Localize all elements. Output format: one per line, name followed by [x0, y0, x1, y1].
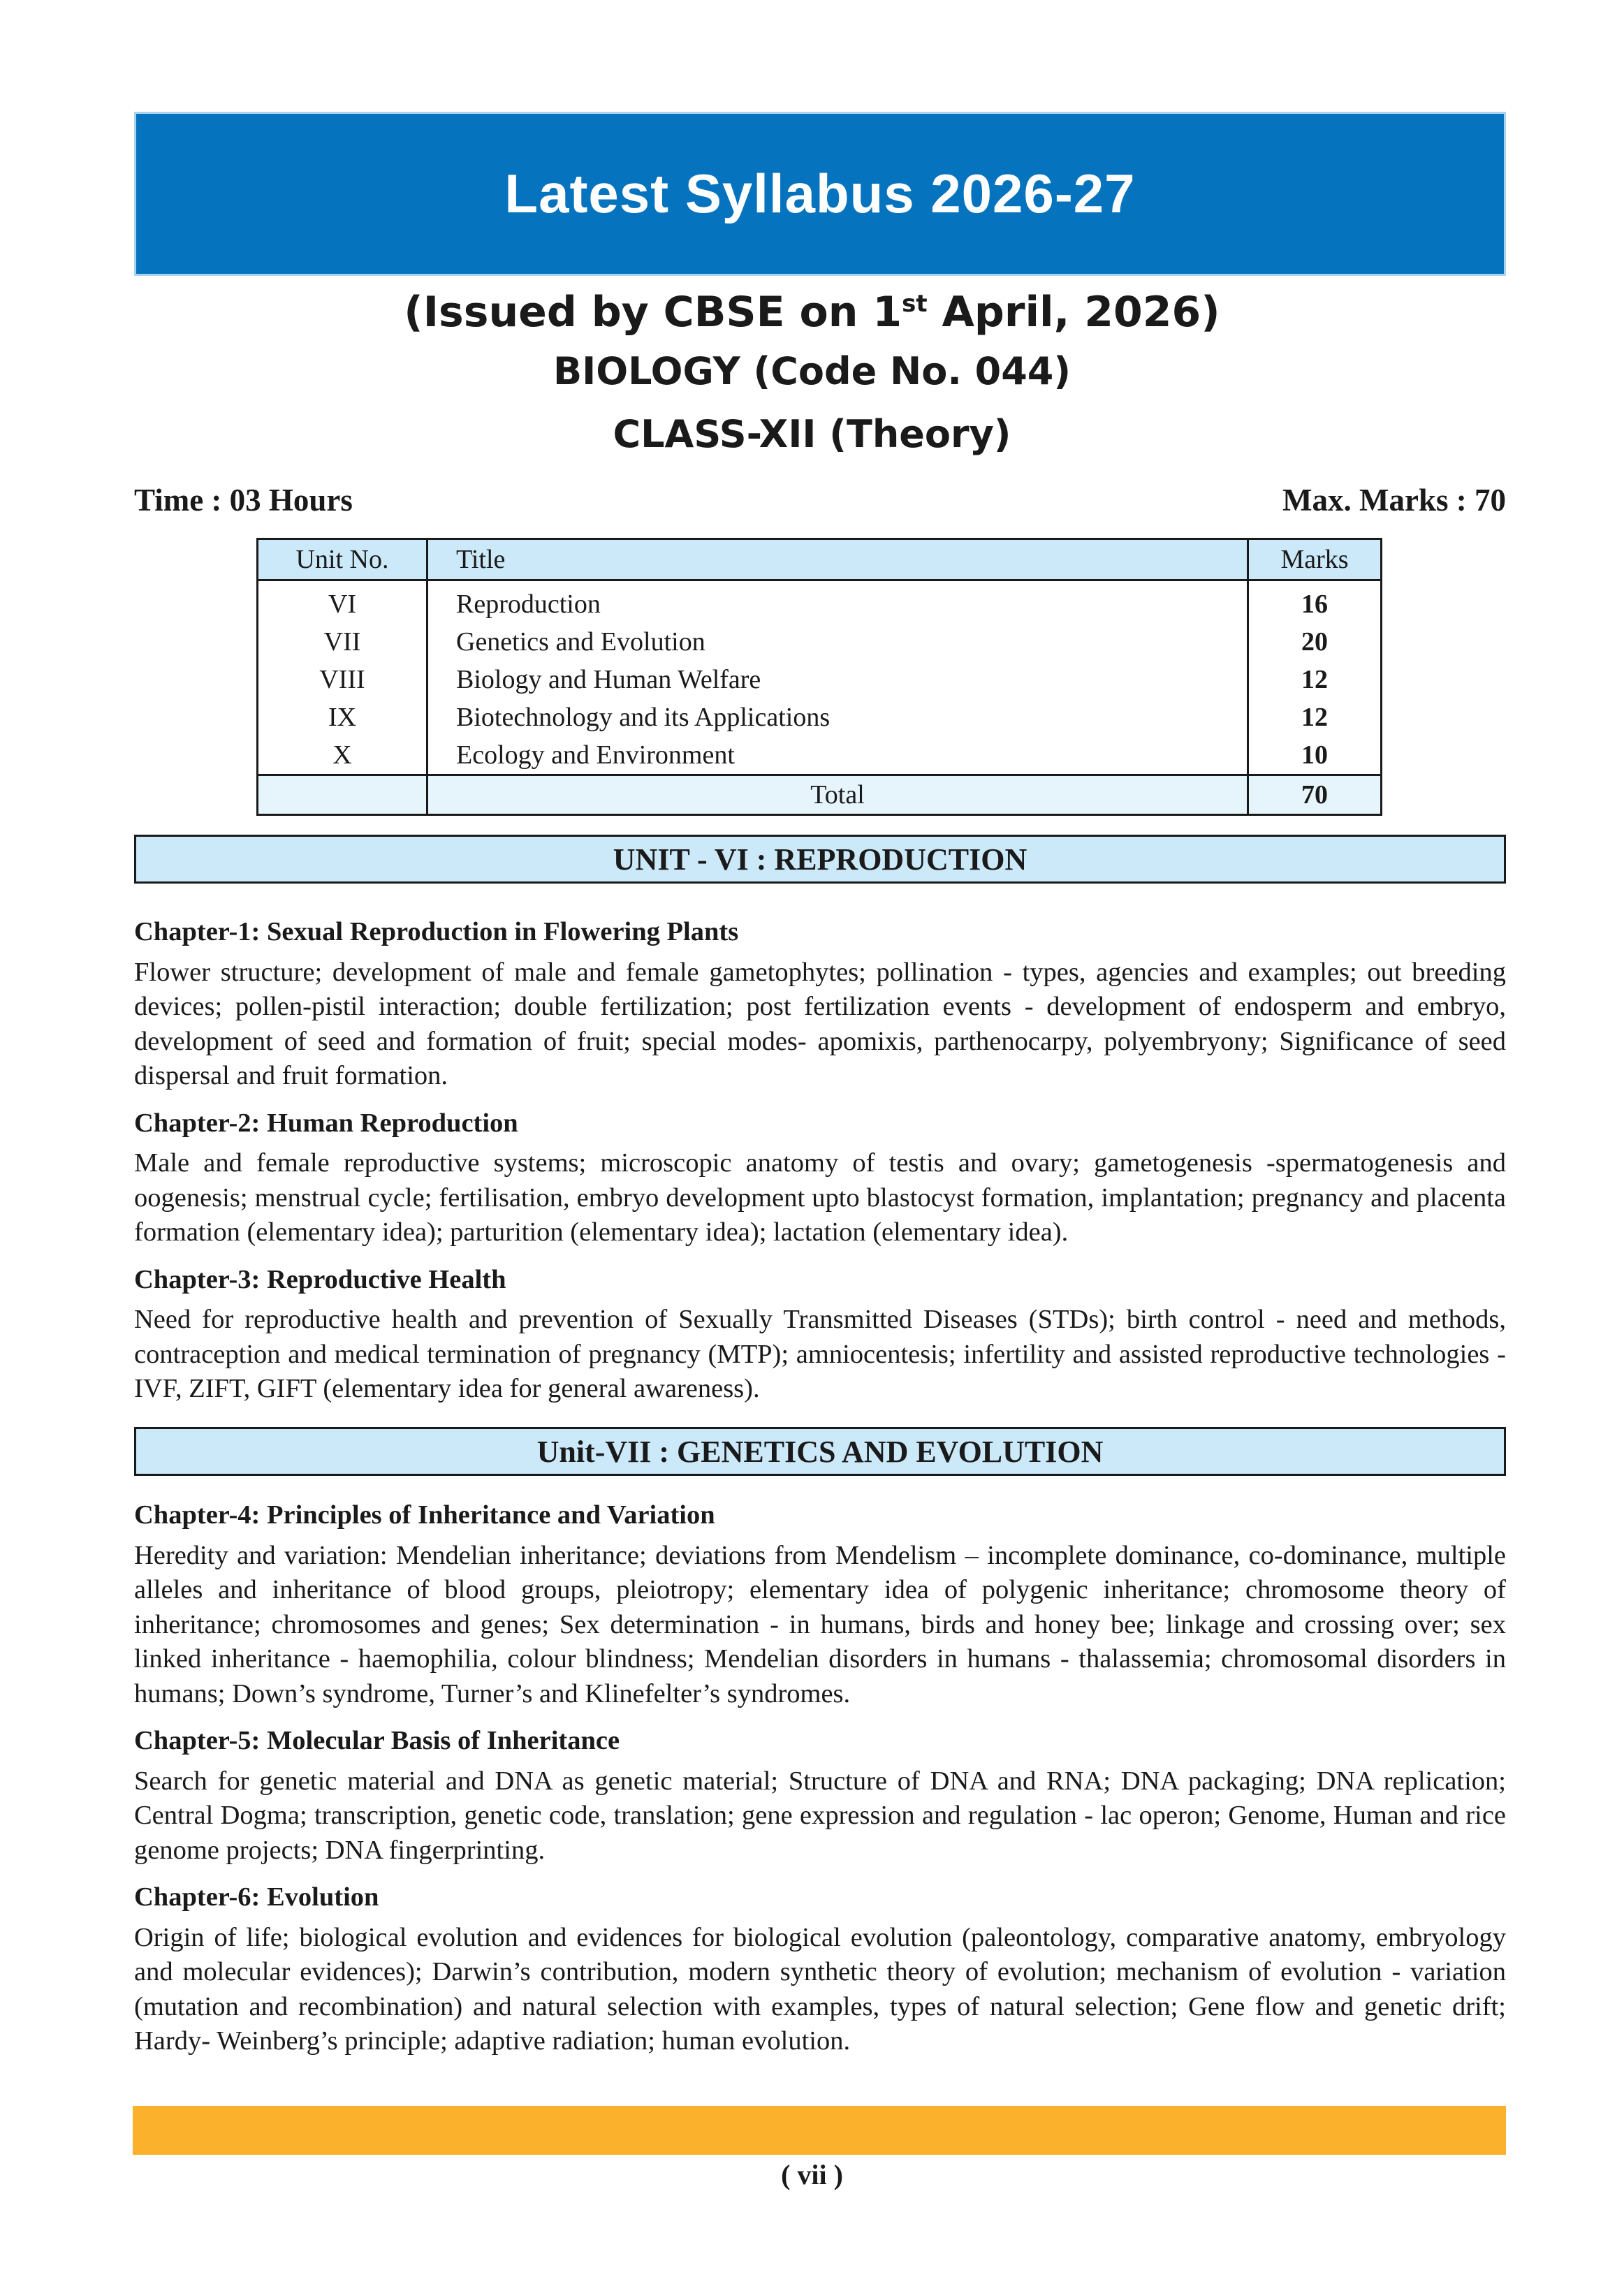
table-row — [258, 736, 1382, 775]
chapter-block — [134, 1724, 1506, 1868]
issued-superscript: st — [902, 290, 928, 318]
table-row — [258, 580, 1382, 624]
chapter-block — [134, 1880, 1506, 2059]
max-marks-label: Max. Marks : 70 — [1282, 483, 1506, 518]
issued-line — [0, 288, 1624, 337]
chapter-block — [134, 1498, 1506, 1711]
chapter-title: Chapter-2: Human Reproduction — [134, 1108, 518, 1138]
chapter-body: Male and female reproductive systems; microscopic anatomy of testis and ovary; gametogenesis -spermatogenesis and oogenesis; menstrual cycle; fertilisation, embryo development upto blastocyst formation, implantation; pregnancy and placenta formation (elementary idea); parturition (elementary idea); lactation (elementary idea). — [134, 1148, 1506, 1247]
subject-title: BIOLOGY (Code No. 044) — [553, 349, 1071, 393]
chapter-title: Chapter-5: Molecular Basis of Inheritance — [134, 1726, 620, 1755]
total-value: 70 — [1248, 775, 1382, 815]
chapter-block — [134, 1263, 1506, 1407]
total-empty-cell — [258, 775, 427, 815]
title-cell: Reproduction — [427, 580, 1248, 624]
unit-vi-content — [134, 915, 1506, 1419]
chapter-body: Heredity and variation: Mendelian inheritance; deviations from Mendelism – incomplete dominance, co-dominance, multiple alleles and inheritance of blood groups, pleiotropy; elementary idea of polygenic inheritance; chromosome theory of inheritance; chromosomes and genes; Sex determination - in humans, birds and honey bee; linkage and crossing over; sex linked inheritance - haemophilia, colour blindness; Mendelian disorders in humans - thalassemia; chromosomal disorders in humans; Down’s syndrome, Turner’s and Klinefelter’s syndromes. — [134, 1540, 1506, 1708]
total-label: Total — [427, 775, 1248, 815]
marks-table — [256, 538, 1382, 816]
chapter-title: Chapter-4: Principles of Inheritance and Variation — [134, 1500, 715, 1530]
chapter-title: Chapter-6: Evolution — [134, 1882, 379, 1912]
syllabus-banner — [134, 112, 1506, 276]
header-title: Title — [427, 539, 1248, 580]
table-header-row — [258, 539, 1382, 580]
marks-cell: 12 — [1248, 698, 1382, 736]
unit-vii-content — [134, 1498, 1506, 2072]
marks-cell: 16 — [1248, 580, 1382, 624]
exam-meta — [134, 482, 1506, 518]
header-marks: Marks — [1248, 539, 1382, 580]
time-label: Time : 03 Hours — [134, 483, 353, 518]
unit-vii-heading: Unit-VII : GENETICS AND EVOLUTION — [134, 1427, 1506, 1476]
chapter-title: Chapter-1: Sexual Reproduction in Flowering Plants — [134, 917, 739, 946]
title-cell: Biology and Human Welfare — [427, 661, 1248, 698]
unit-cell: VI — [258, 580, 427, 624]
chapter-block — [134, 1106, 1506, 1250]
table-row — [258, 698, 1382, 736]
chapter-body: Need for reproductive health and prevention of Sexually Transmitted Diseases (STDs); birth control - need and methods, contraception and medical termination of pregnancy (MTP); amniocentesis; infertility and assisted reproductive technologies - IVF, ZIFT, GIFT (elementary idea for general awareness). — [134, 1305, 1506, 1403]
page-number: ( vii ) — [781, 2159, 843, 2190]
unit-cell: X — [258, 736, 427, 775]
total-row — [258, 775, 1382, 815]
banner-title: Latest Syllabus 2026-27 — [504, 163, 1136, 224]
header-unit: Unit No. — [258, 539, 427, 580]
chapter-block — [134, 915, 1506, 1094]
marks-cell: 20 — [1248, 623, 1382, 661]
chapter-body: Search for genetic material and DNA as genetic material; Structure of DNA and RNA; DNA packaging; DNA replication; Central Dogma; transcription, genetic code, translation; gene expression and regulation - lac operon; Genome, Human and rice genome projects; DNA fingerprinting. — [134, 1766, 1506, 1865]
issued-suffix: April, 2026) — [927, 288, 1220, 337]
unit-cell: IX — [258, 698, 427, 736]
marks-cell: 12 — [1248, 661, 1382, 698]
title-cell: Biotechnology and its Applications — [427, 698, 1248, 736]
chapter-body: Origin of life; biological evolution and evidences for biological evolution (paleontology, comparative anatomy, embryology and molecular evidences); Darwin’s contribution, modern synthetic theory of evolution; mechanism of evolution - variation (mutation and recombination) and natural selection with examples, types of natural selection; Gene flow and genetic drift; Hardy- Weinberg’s principle; adaptive radiation; human evolution. — [134, 1922, 1506, 2056]
chapter-title: Chapter-3: Reproductive Health — [134, 1264, 506, 1294]
chapter-body: Flower structure; development of male and female gametophytes; pollination - types, agencies and examples; out breeding devices; pollen-pistil interaction; double fertilization; post fertilization events - development of endosperm and embryo, development of seed and formation of fruit; special modes- apomixis, parthenocarpy, polyembryony; Significance of seed dispersal and fruit formation. — [134, 957, 1506, 1090]
table-row — [258, 623, 1382, 661]
marks-cell: 10 — [1248, 736, 1382, 775]
title-cell: Ecology and Environment — [427, 736, 1248, 775]
issued-prefix: (Issued by CBSE on 1 — [404, 288, 902, 337]
footer-bar — [133, 2106, 1506, 2155]
title-cell: Genetics and Evolution — [427, 623, 1248, 661]
table-row — [258, 661, 1382, 698]
unit-cell: VIII — [258, 661, 427, 698]
class-title: CLASS-XII (Theory) — [613, 412, 1011, 456]
unit-cell: VII — [258, 623, 427, 661]
unit-vi-heading: UNIT - VI : REPRODUCTION — [134, 835, 1506, 884]
